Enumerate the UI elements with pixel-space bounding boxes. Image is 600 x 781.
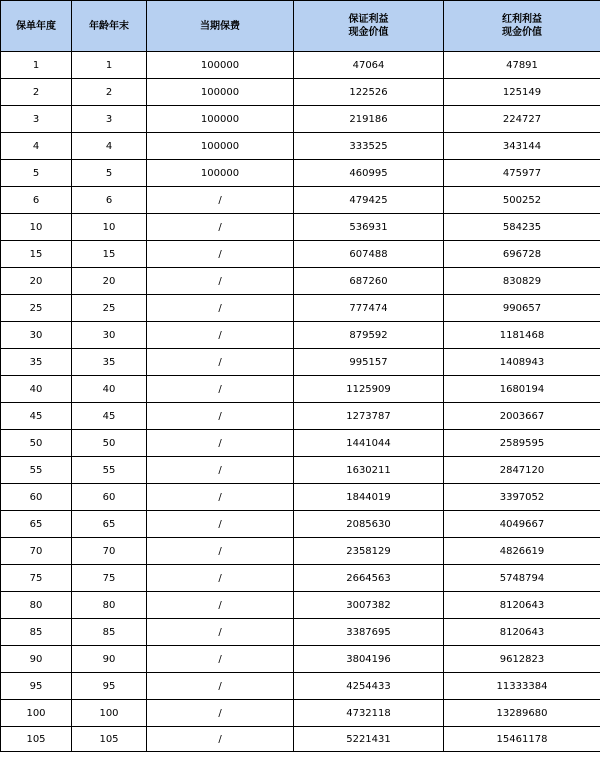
cell-guaranteed-value: 122526	[294, 79, 444, 106]
cell-age: 10	[72, 214, 147, 241]
table-row	[1, 511, 600, 538]
cell-premium: /	[147, 187, 294, 214]
cell-premium: /	[147, 376, 294, 403]
cell-policy-year: 40	[1, 376, 72, 403]
cell-policy-year: 45	[1, 403, 72, 430]
cell-dividend-value: 2003667	[444, 403, 600, 430]
cell-dividend-value: 500252	[444, 187, 600, 214]
cell-policy-year: 6	[1, 187, 72, 214]
cell-dividend-value: 5748794	[444, 565, 600, 592]
cell-policy-year: 10	[1, 214, 72, 241]
cell-guaranteed-value: 460995	[294, 160, 444, 187]
cell-guaranteed-value: 3387695	[294, 619, 444, 646]
cell-policy-year: 85	[1, 619, 72, 646]
cell-dividend-value: 3397052	[444, 484, 600, 511]
cell-age: 4	[72, 133, 147, 160]
cell-guaranteed-value: 2085630	[294, 511, 444, 538]
table-header	[1, 1, 600, 52]
cell-age: 3	[72, 106, 147, 133]
cell-premium: 100000	[147, 160, 294, 187]
cell-policy-year: 35	[1, 349, 72, 376]
cell-guaranteed-value: 607488	[294, 241, 444, 268]
header-line: 当期保费	[200, 20, 240, 32]
cell-policy-year: 25	[1, 295, 72, 322]
cell-guaranteed-value: 687260	[294, 268, 444, 295]
cell-guaranteed-value: 4732118	[294, 700, 444, 727]
cell-guaranteed-value: 5221431	[294, 727, 444, 752]
header-line: 保证利益	[348, 14, 389, 25]
cell-premium: /	[147, 619, 294, 646]
cell-premium: /	[147, 349, 294, 376]
cell-dividend-value: 475977	[444, 160, 600, 187]
cell-dividend-value: 8120643	[444, 592, 600, 619]
cell-age: 25	[72, 295, 147, 322]
cell-dividend-value: 2847120	[444, 457, 600, 484]
cell-policy-year: 20	[1, 268, 72, 295]
cell-dividend-value: 47891	[444, 52, 600, 79]
cell-dividend-value: 224727	[444, 106, 600, 133]
cell-age: 15	[72, 241, 147, 268]
cell-age: 80	[72, 592, 147, 619]
cell-guaranteed-value: 4254433	[294, 673, 444, 700]
cell-premium: /	[147, 511, 294, 538]
cell-age: 35	[72, 349, 147, 376]
cell-policy-year: 50	[1, 430, 72, 457]
cell-age: 40	[72, 376, 147, 403]
header-row	[1, 1, 600, 52]
cell-dividend-value: 15461178	[444, 727, 600, 752]
cell-premium: /	[147, 214, 294, 241]
cell-guaranteed-value: 995157	[294, 349, 444, 376]
table-row	[1, 106, 600, 133]
cell-age: 65	[72, 511, 147, 538]
cell-policy-year: 15	[1, 241, 72, 268]
table-row	[1, 673, 600, 700]
cell-guaranteed-value: 219186	[294, 106, 444, 133]
cell-policy-year: 100	[1, 700, 72, 727]
cell-age: 45	[72, 403, 147, 430]
table-body	[1, 52, 600, 752]
header-dividend-cash-value	[444, 1, 600, 52]
cell-guaranteed-value: 1844019	[294, 484, 444, 511]
cell-dividend-value: 9612823	[444, 646, 600, 673]
cell-premium: 100000	[147, 106, 294, 133]
cell-dividend-value: 8120643	[444, 619, 600, 646]
cell-policy-year: 90	[1, 646, 72, 673]
cell-premium: 100000	[147, 133, 294, 160]
cell-premium: 100000	[147, 79, 294, 106]
cell-dividend-value: 830829	[444, 268, 600, 295]
cell-premium: /	[147, 673, 294, 700]
cell-age: 1	[72, 52, 147, 79]
cell-guaranteed-value: 1441044	[294, 430, 444, 457]
table-row	[1, 619, 600, 646]
cell-guaranteed-value: 1630211	[294, 457, 444, 484]
table-row	[1, 295, 600, 322]
table-row	[1, 187, 600, 214]
header-line: 保单年度	[16, 20, 56, 32]
cell-age: 100	[72, 700, 147, 727]
cell-age: 30	[72, 322, 147, 349]
table-row	[1, 727, 600, 752]
cell-policy-year: 1	[1, 52, 72, 79]
cell-policy-year: 3	[1, 106, 72, 133]
table-row	[1, 700, 600, 727]
cell-age: 60	[72, 484, 147, 511]
cell-dividend-value: 11333384	[444, 673, 600, 700]
cell-premium: /	[147, 457, 294, 484]
cell-dividend-value: 343144	[444, 133, 600, 160]
cell-age: 5	[72, 160, 147, 187]
cell-premium: /	[147, 295, 294, 322]
cell-dividend-value: 13289680	[444, 700, 600, 727]
cell-age: 105	[72, 727, 147, 752]
cell-policy-year: 95	[1, 673, 72, 700]
cell-dividend-value: 4826619	[444, 538, 600, 565]
cell-dividend-value: 1680194	[444, 376, 600, 403]
header-line: 红利利益	[502, 14, 542, 25]
cell-premium: /	[147, 268, 294, 295]
cell-dividend-value: 2589595	[444, 430, 600, 457]
cell-dividend-value: 125149	[444, 79, 600, 106]
cell-premium: 100000	[147, 52, 294, 79]
cell-premium: /	[147, 484, 294, 511]
table-row	[1, 403, 600, 430]
cell-policy-year: 2	[1, 79, 72, 106]
cell-policy-year: 105	[1, 727, 72, 752]
cell-premium: /	[147, 241, 294, 268]
cell-dividend-value: 696728	[444, 241, 600, 268]
cell-guaranteed-value: 777474	[294, 295, 444, 322]
cell-policy-year: 55	[1, 457, 72, 484]
table-row	[1, 133, 600, 160]
cell-age: 70	[72, 538, 147, 565]
header-line: 年龄年末	[89, 20, 129, 32]
cell-age: 75	[72, 565, 147, 592]
cell-dividend-value: 4049667	[444, 511, 600, 538]
header-line: 现金价值	[502, 27, 542, 38]
cell-age: 55	[72, 457, 147, 484]
header-policy-year	[1, 1, 72, 52]
header-current-premium	[147, 1, 294, 52]
cell-guaranteed-value: 479425	[294, 187, 444, 214]
cell-dividend-value: 1181468	[444, 322, 600, 349]
cell-age: 50	[72, 430, 147, 457]
cell-policy-year: 5	[1, 160, 72, 187]
cell-age: 95	[72, 673, 147, 700]
table-row	[1, 268, 600, 295]
cell-dividend-value: 990657	[444, 295, 600, 322]
header-line: 现金价值	[348, 27, 389, 38]
table-row	[1, 160, 600, 187]
table-row	[1, 457, 600, 484]
cell-guaranteed-value: 536931	[294, 214, 444, 241]
cell-premium: /	[147, 403, 294, 430]
table-row	[1, 565, 600, 592]
table-row	[1, 538, 600, 565]
cell-guaranteed-value: 3007382	[294, 592, 444, 619]
table-row	[1, 646, 600, 673]
cell-guaranteed-value: 2664563	[294, 565, 444, 592]
cell-age: 2	[72, 79, 147, 106]
table-row	[1, 592, 600, 619]
cell-premium: /	[147, 727, 294, 752]
table-row	[1, 214, 600, 241]
table-row	[1, 322, 600, 349]
cell-guaranteed-value: 2358129	[294, 538, 444, 565]
cell-policy-year: 80	[1, 592, 72, 619]
cell-guaranteed-value: 1125909	[294, 376, 444, 403]
header-guaranteed-cash-value	[294, 1, 444, 52]
cell-premium: /	[147, 322, 294, 349]
table-row	[1, 349, 600, 376]
cell-guaranteed-value: 879592	[294, 322, 444, 349]
cell-age: 6	[72, 187, 147, 214]
cell-age: 90	[72, 646, 147, 673]
cell-premium: /	[147, 430, 294, 457]
table-row	[1, 241, 600, 268]
cell-guaranteed-value: 333525	[294, 133, 444, 160]
table-row	[1, 430, 600, 457]
cell-premium: /	[147, 538, 294, 565]
cell-policy-year: 70	[1, 538, 72, 565]
cell-age: 20	[72, 268, 147, 295]
cell-premium: /	[147, 700, 294, 727]
cell-age: 85	[72, 619, 147, 646]
cell-policy-year: 65	[1, 511, 72, 538]
table-row	[1, 484, 600, 511]
cell-premium: /	[147, 592, 294, 619]
cell-guaranteed-value: 47064	[294, 52, 444, 79]
cell-premium: /	[147, 646, 294, 673]
table-row	[1, 79, 600, 106]
cell-guaranteed-value: 3804196	[294, 646, 444, 673]
cell-premium: /	[147, 565, 294, 592]
cell-policy-year: 30	[1, 322, 72, 349]
table-row	[1, 52, 600, 79]
cell-dividend-value: 1408943	[444, 349, 600, 376]
cell-policy-year: 75	[1, 565, 72, 592]
cell-guaranteed-value: 1273787	[294, 403, 444, 430]
cell-policy-year: 4	[1, 133, 72, 160]
table-row	[1, 376, 600, 403]
header-age-year-end	[72, 1, 147, 52]
cell-dividend-value: 584235	[444, 214, 600, 241]
cell-policy-year: 60	[1, 484, 72, 511]
